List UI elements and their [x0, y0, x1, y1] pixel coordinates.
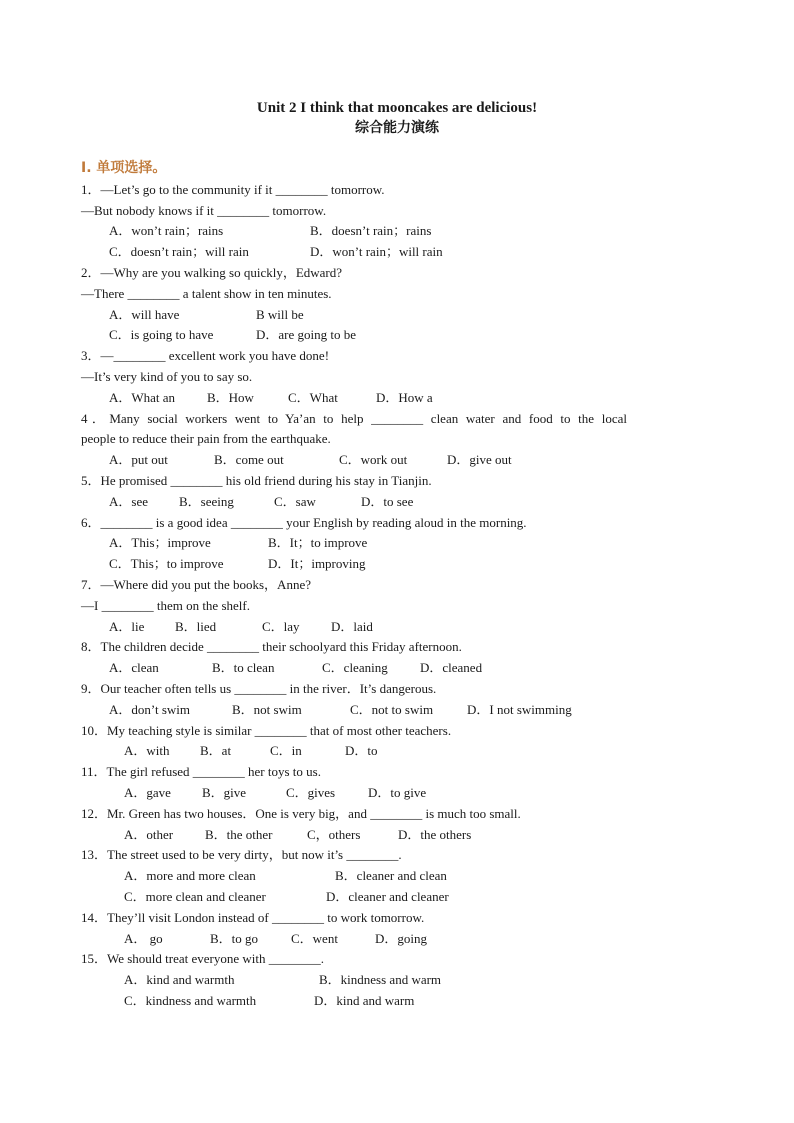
question-6-option-b: B．It；to improve	[268, 535, 368, 550]
question-9-option-a: A．don’t swim	[109, 702, 191, 717]
question-3-line-2: —It’s very kind of you to say so.	[81, 369, 253, 384]
question-1-line-2: —But nobody knows if it ________ tomorrow.	[81, 203, 327, 218]
question-12-option-c: C，others	[307, 827, 361, 842]
question-1-option-c: C．doesn’t rain；will rain	[109, 244, 249, 259]
question-6-option-a: A．This；improve	[109, 535, 211, 550]
question-7-line-1: 7．—Where did you put the books，Anne?	[81, 577, 311, 592]
question-3-option-c: C．What	[288, 390, 338, 405]
question-9-option-c: C．not to swim	[350, 702, 434, 717]
question-5-option-c: C．saw	[274, 494, 316, 509]
question-2-option-d: D．are going to be	[256, 327, 357, 342]
question-15-option-b: B．kindness and warm	[319, 972, 442, 987]
question-12-option-a: A．other	[124, 827, 174, 842]
question-2-option-b: B will be	[256, 307, 304, 322]
question-13-option-b: B．cleaner and clean	[335, 868, 447, 883]
page-subtitle: 综合能力演练	[355, 120, 439, 136]
question-2-option-a: A．will have	[109, 307, 180, 322]
question-11-option-a: A．gave	[124, 785, 171, 800]
question-14-line-1: 14．They’ll visit London instead of ________ to work tomorrow.	[81, 910, 425, 925]
question-3-option-b: B．How	[207, 390, 254, 405]
question-8-line-1: 8．The children decide ________ their schoolyard this Friday afternoon.	[81, 639, 462, 654]
question-1-option-d: D．won’t rain；will rain	[310, 244, 443, 259]
question-5-option-b: B．seeing	[179, 494, 234, 509]
question-1-line-1: 1．—Let’s go to the community if it ________ tomorrow.	[81, 182, 385, 197]
question-15-option-d: D．kind and warm	[314, 993, 415, 1008]
question-10-option-c: C．in	[270, 743, 302, 758]
question-4-line-1: 4．Many social workers went to Ya’an to help ________ clean water and food to the local	[81, 411, 627, 426]
question-4-option-b: B．come out	[214, 452, 284, 467]
question-3-option-d: D．How a	[376, 390, 433, 405]
question-11-option-b: B．give	[202, 785, 247, 800]
question-11-line-1: 11．The girl refused ________ her toys to us.	[81, 764, 321, 779]
question-8-option-c: C．cleaning	[322, 660, 388, 675]
question-2-option-c: C．is going to have	[109, 327, 214, 342]
question-5-line-1: 5．He promised ________ his old friend during his stay in Tianjin.	[81, 473, 432, 488]
question-8-option-a: A．clean	[109, 660, 159, 675]
question-7-option-c: C．lay	[262, 619, 300, 634]
question-4-line-2: people to reduce their pain from the earthquake.	[81, 431, 331, 446]
question-2-line-2: —There ________ a talent show in ten minutes.	[81, 286, 332, 301]
question-10-option-a: A．with	[124, 743, 170, 758]
question-2-line-1: 2．—Why are you walking so quickly，Edward?	[81, 265, 343, 280]
question-10-option-b: B．at	[200, 743, 232, 758]
page-title: Unit 2 I think that mooncakes are delicious!	[256, 100, 538, 116]
question-14-option-a: A． go	[124, 931, 163, 946]
question-15-line-1: 15．We should treat everyone with ________.	[81, 951, 325, 966]
section-heading: I. 单项选择。	[81, 160, 167, 176]
question-6-line-1: 6．________ is a good idea ________ your English by reading aloud in the morning.	[81, 515, 527, 530]
question-8-option-d: D．cleaned	[420, 660, 483, 675]
question-15-option-c: C．kindness and warmth	[124, 993, 257, 1008]
question-4-option-d: D．give out	[447, 452, 512, 467]
question-10-line-1: 10．My teaching style is similar ________ that of most other teachers.	[81, 723, 452, 738]
question-11-option-c: C．gives	[286, 785, 336, 800]
question-7-option-a: A．lie	[109, 619, 145, 634]
question-10-option-d: D．to	[345, 743, 378, 758]
question-6-option-d: D．It；improving	[268, 556, 366, 571]
question-9-option-b: B．not swim	[232, 702, 302, 717]
question-14-option-b: B．to go	[210, 931, 259, 946]
question-8-option-b: B．to clean	[212, 660, 275, 675]
question-13-line-1: 13．The street used to be very dirty，but now it’s ________.	[81, 847, 402, 862]
question-5-option-a: A．see	[109, 494, 148, 509]
question-13-option-c: C．more clean and cleaner	[124, 889, 266, 904]
question-12-option-d: D．the others	[398, 827, 472, 842]
question-6-option-c: C．This；to improve	[109, 556, 224, 571]
question-7-line-2: —I ________ them on the shelf.	[81, 598, 250, 613]
question-12-line-1: 12．Mr. Green has two houses．One is very big，and ________ is much too small.	[81, 806, 521, 821]
question-14-option-d: D．going	[375, 931, 428, 946]
question-9-line-1: 9．Our teacher often tells us ________ in the river．It’s dangerous.	[81, 681, 437, 696]
question-14-option-c: C．went	[291, 931, 338, 946]
question-15-option-a: A．kind and warmth	[124, 972, 235, 987]
question-3-line-1: 3．—________ excellent work you have done!	[81, 348, 330, 363]
question-13-option-a: A．more and more clean	[124, 868, 256, 883]
question-7-option-d: D．laid	[331, 619, 373, 634]
question-5-option-d: D．to see	[361, 494, 414, 509]
question-13-option-d: D．cleaner and cleaner	[326, 889, 449, 904]
question-11-option-d: D．to give	[368, 785, 427, 800]
question-3-option-a: A．What an	[109, 390, 176, 405]
question-7-option-b: B．lied	[175, 619, 217, 634]
question-4-option-c: C．work out	[339, 452, 408, 467]
question-12-option-b: B．the other	[205, 827, 273, 842]
question-1-option-a: A．won’t rain；rains	[109, 223, 224, 238]
question-4-option-a: A．put out	[109, 452, 168, 467]
question-9-option-d: D．I not swimming	[467, 702, 572, 717]
question-1-option-b: B．doesn’t rain；rains	[310, 223, 432, 238]
